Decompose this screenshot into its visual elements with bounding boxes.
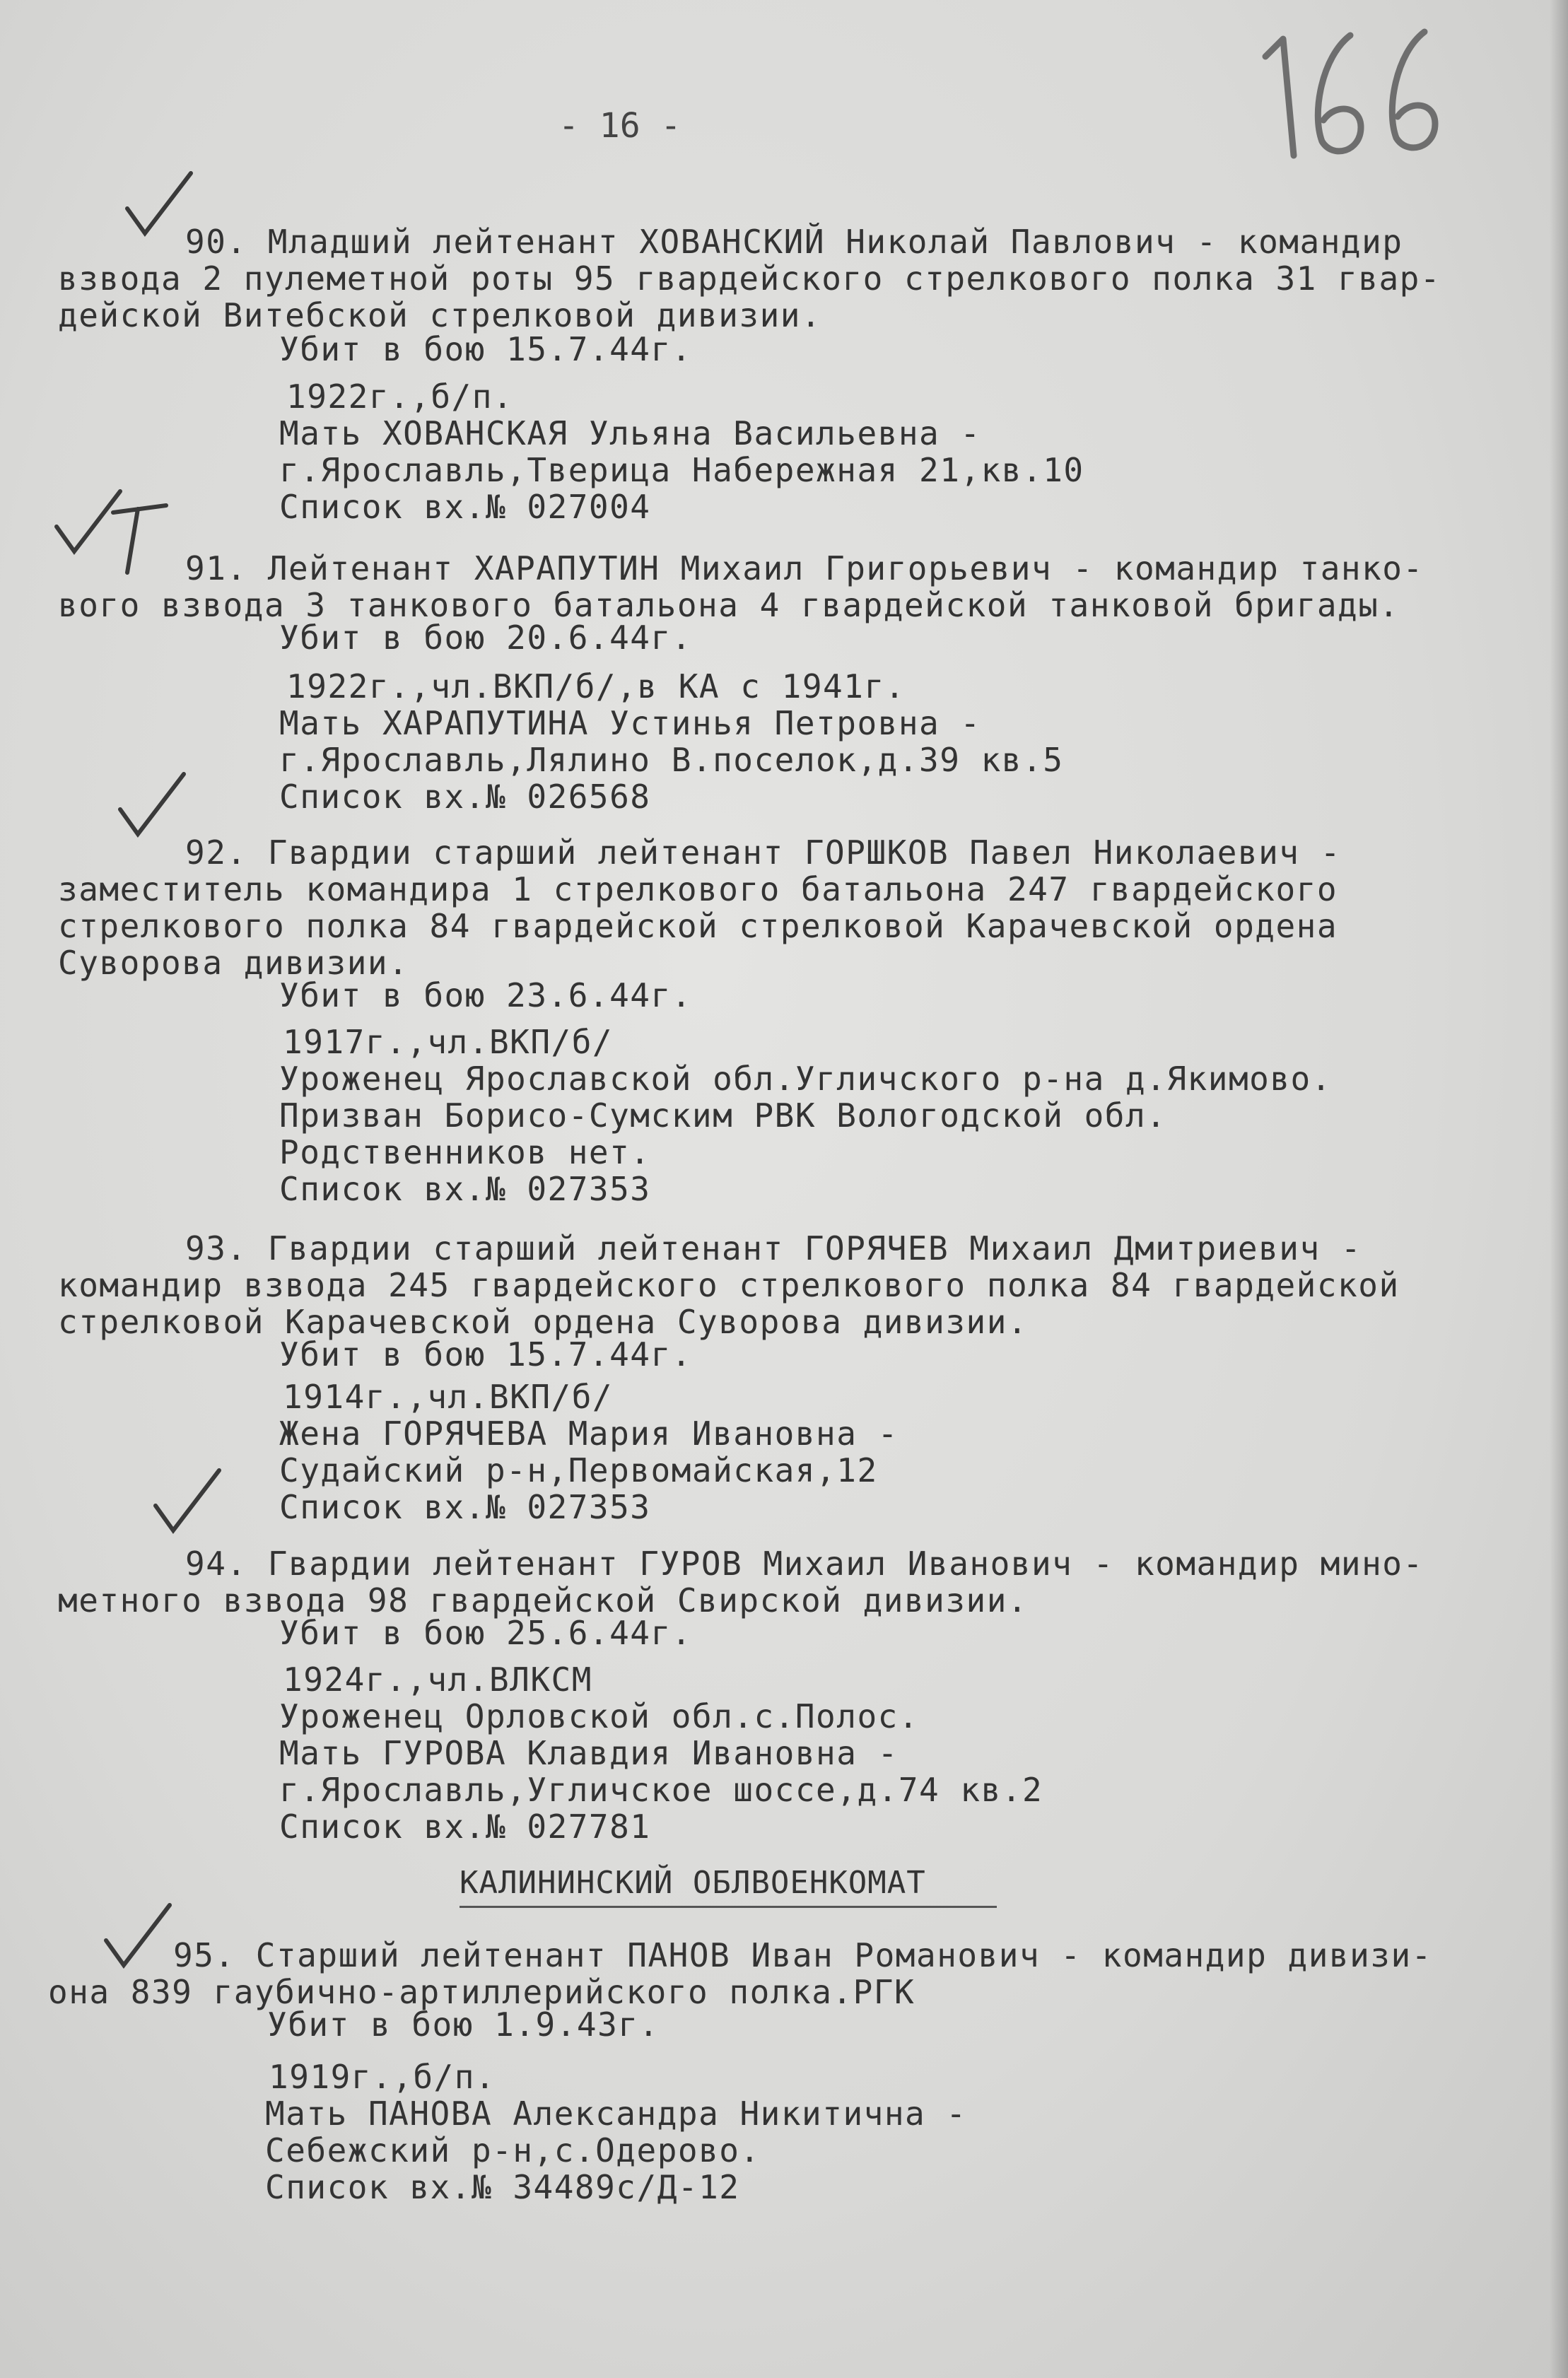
entry-text-line: Список вх.№ 026568 — [279, 778, 651, 816]
checkmark-icon — [148, 1467, 226, 1538]
entry-text-line: Убит в бою 23.6.44г. — [279, 976, 692, 1014]
entry-text-line: метного взвода 98 гвардейской Свирской дивизии. — [58, 1581, 1029, 1620]
entry-text-line: Список вх.№ 027781 — [279, 1808, 651, 1846]
entry-text-line: стрелковой Карачевской ордена Суворова дивизии. — [58, 1303, 1029, 1341]
entry-text-line: Список вх.№ 027353 — [279, 1170, 651, 1208]
entry-text-line: Список вх.№ 34489с/Д-12 — [265, 2168, 740, 2206]
entry-text-line: 90. Младший лейтенант ХОВАНСКИЙ Николай Павлович - командир — [185, 223, 1403, 261]
entry-text-line: г.Ярославль,Угличское шоссе,д.74 кв.2 — [279, 1771, 1043, 1809]
entry-text-line: 91. Лейтенант ХАРАПУТИН Михаил Григорьевич - командир танко- — [185, 549, 1424, 587]
entry-text-line: 95. Старший лейтенант ПАНОВ Иван Романович - командир дивизи- — [173, 1936, 1432, 1974]
entry-text-line: Мать ХАРАПУТИНА Устинья Петровна - — [279, 704, 981, 742]
entry-text-line: Родственников нет. — [279, 1133, 651, 1171]
checkmark-icon — [113, 771, 191, 841]
entry-text-line: вого взвода 3 танкового батальона 4 гвардейской танковой бригады. — [58, 586, 1400, 624]
entry-text-line: 1922г.,б/п. — [286, 377, 514, 416]
folio-handwritten-number — [1244, 14, 1456, 170]
entry-text-line: 1914г.,чл.ВКП/б/ — [283, 1378, 614, 1416]
entry-text-line: Убит в бою 20.6.44г. — [279, 619, 692, 657]
entry-text-line: 1919г.,б/п. — [269, 2058, 496, 2096]
entry-text-line: Суворова дивизии. — [58, 944, 409, 982]
entry-text-line: дейской Витебской стрелковой дивизии. — [58, 296, 822, 334]
entry-text-line: Убит в бою 1.9.43г. — [267, 2005, 660, 2044]
entry-text-line: Убит в бою 15.7.44г. — [279, 330, 692, 368]
entry-text-line: Призван Борисо-Сумским РВК Вологодской обл. — [279, 1096, 1167, 1135]
entry-text-line: Мать ПАНОВА Александра Никитична - — [265, 2095, 967, 2133]
entry-text-line: 93. Гвардии старший лейтенант ГОРЯЧЕВ Михаил Дмитриевич - — [185, 1229, 1362, 1267]
page-edge-shadow — [1550, 0, 1568, 2378]
entry-text-line: Мать ХОВАНСКАЯ Ульяна Васильевна - — [279, 414, 981, 452]
entry-text-line: она 839 гаубично-артиллерийского полка.РГК — [48, 1973, 915, 2011]
entry-text-line: 94. Гвардии лейтенант ГУРОВ Михаил Иванович - командир мино- — [185, 1545, 1424, 1583]
entry-text-line: Список вх.№ 027353 — [279, 1488, 651, 1526]
entry-text-line: взвода 2 пулеметной роты 95 гвардейского стрелкового полка 31 гвар- — [58, 259, 1441, 298]
entry-text-line: Уроженец Ярославской обл.Угличского р-на д.Якимово. — [279, 1060, 1332, 1098]
section-heading: КАЛИНИНСКИЙ ОБЛВОЕНКОМАТ — [460, 1865, 926, 1901]
page-number: - 16 - — [558, 106, 681, 146]
entry-text-line: стрелкового полка 84 гвардейской стрелковой Карачевской ордена — [58, 907, 1338, 945]
entry-text-line: Жена ГОРЯЧЕВА Мария Ивановна - — [279, 1414, 899, 1453]
entry-text-line: 1924г.,чл.ВЛКСМ — [283, 1660, 592, 1699]
entry-text-line: 1917г.,чл.ВКП/б/ — [283, 1023, 614, 1061]
entry-text-line: Убит в бою 25.6.44г. — [279, 1614, 692, 1652]
entry-text-line: Мать ГУРОВА Клавдия Ивановна - — [279, 1734, 899, 1772]
entry-text-line: г.Ярославль,Лялино В.поселок,д.39 кв.5 — [279, 741, 1064, 779]
entry-text-line: заместитель командира 1 стрелкового батальона 247 гвардейского — [58, 870, 1338, 908]
entry-text-line: Уроженец Орловской обл.с.Полос. — [279, 1697, 920, 1735]
checkmark-icon — [99, 1902, 177, 1972]
entry-text-line: Себежский р-н,с.Одерово. — [265, 2131, 761, 2169]
entry-text-line: Список вх.№ 027004 — [279, 488, 651, 526]
entry-text-line: 92. Гвардии старший лейтенант ГОРШКОВ Павел Николаевич - — [185, 833, 1341, 872]
cross-mark-icon — [106, 498, 170, 576]
entry-text-line: Убит в бою 15.7.44г. — [279, 1335, 692, 1374]
section-heading-underline — [460, 1906, 997, 1908]
entry-text-line: командир взвода 245 гвардейского стрелкового полка 84 гвардейской — [58, 1266, 1400, 1304]
entry-text-line: 1922г.,чл.ВКП/б/,в КА с 1941г. — [286, 667, 906, 705]
entry-text-line: Судайский р-н,Первомайская,12 — [279, 1451, 878, 1489]
entry-text-line: г.Ярославль,Тверица Набережная 21,кв.10 — [279, 451, 1084, 489]
